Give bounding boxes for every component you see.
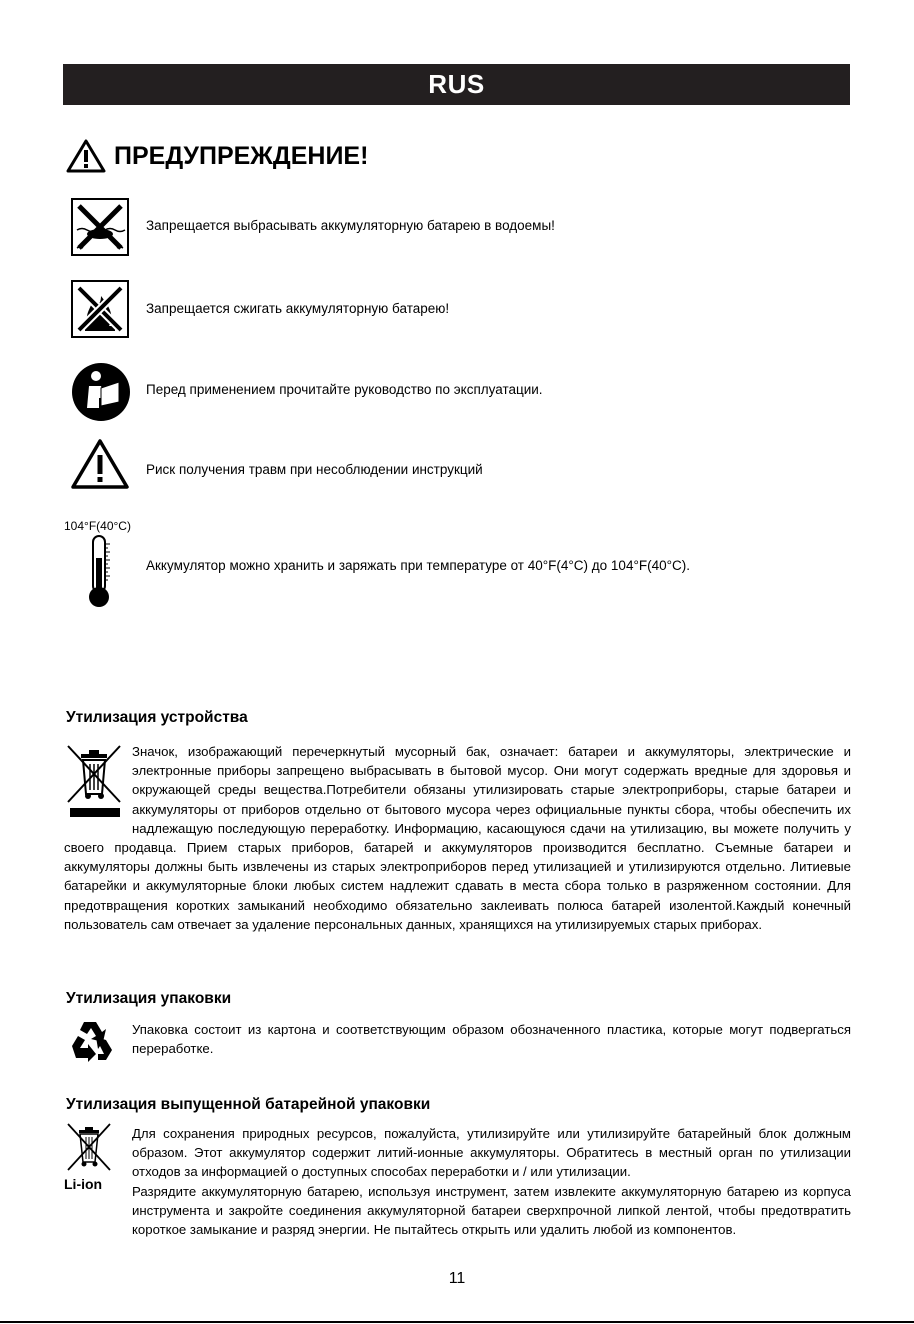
battery-disposal-paragraph: Для сохранения природных ресурсов, пожалуйста, утилизируйте или утилизируйте батарейный блок должным образом. Этот аккумулятор содержит литий-ионные аккумуляторы. Обратитесь в местный орган по утилизации отходов за информацией о доступных способах переработки и / или утилизации. xyxy=(132,1126,851,1180)
no-fire-icon xyxy=(71,280,129,338)
warning-item-text: Аккумулятор можно хранить и заряжать при температуре от 40°F(4°C) до 104°F(40°C). xyxy=(146,558,691,573)
recycle-icon xyxy=(66,1018,118,1066)
thermometer-icon xyxy=(84,534,114,610)
warning-heading xyxy=(66,138,368,174)
temperature-limit-label: 104°F(40°C) xyxy=(64,519,131,533)
packaging-disposal-heading: Утилизация упаковки xyxy=(66,990,232,1007)
no-water-disposal-icon xyxy=(71,198,129,256)
battery-disposal-heading: Утилизация выпущенной батарейной упаковки xyxy=(66,1096,431,1113)
warning-item-text: Запрещается выбрасывать аккумуляторную батарею в водоемы! xyxy=(146,218,555,233)
language-banner: RUS xyxy=(63,64,850,105)
warning-title: ПРЕДУПРЕЖДЕНИЕ! xyxy=(114,141,369,170)
crossed-bin-icon xyxy=(64,1122,114,1174)
read-manual-icon xyxy=(71,362,131,422)
packaging-disposal-text: Упаковка состоит из картона и соответствующим образом обозначенного пластика, которые могут подвергаться переработке. xyxy=(132,1022,851,1057)
warning-triangle-icon xyxy=(66,139,106,173)
li-ion-label: Li-ion xyxy=(64,1176,103,1192)
warning-triangle-icon xyxy=(70,438,130,490)
device-disposal-text: Значок, изображающий перечеркнутый мусорный бак, означает: батареи и аккумуляторы, электрические и электронные приборы запрещено выбрасывать в бытовой мусор. Они могут содержать вредные для здоровья и окружающей среды вещества.Потребители обязаны утилизировать старые электроприборы, старые батареи и аккумуляторы от приборов отдельно от бытового мусора через официальные пункты сбора, чтобы обеспечить их надлежащую последующую переработку. Информацию, касающуюся сдачи на утилизацию, вы можете получить у своего продавца. Прием старых приборов, батарей и аккумуляторов производится бесплатно. Съемные батареи и аккумуляторы должны быть извлечены из старых электроприборов перед утилизацией и утилизируются отдельно. Литиевые батарейки и аккумуляторные блоки любых систем надлежит сдавать в места сбора только в разряженном состоянии. Для предотвращения коротких замыканий необходимо обязательно заклеивать полюса батарей изолентой.Каждый конечный пользователь сам отвечает за удаление персональных данных, хранящихся на утилизируемых старых приборах. xyxy=(64,744,851,932)
battery-disposal-text xyxy=(132,1124,851,1239)
warning-item-text: Риск получения травм при несоблюдении инструкций xyxy=(146,462,483,477)
device-disposal-heading: Утилизация устройства xyxy=(66,709,248,726)
warning-item-text: Перед применением прочитайте руководство по эксплуатации. xyxy=(146,382,543,397)
crossed-bin-icon xyxy=(64,742,132,820)
page-number: 11 xyxy=(448,1270,466,1287)
bottom-divider xyxy=(0,1321,914,1323)
battery-disposal-paragraph: Разрядите аккумуляторную батарею, используя инструмент, затем извлеките аккумуляторную батарею из корпуса инструмента и закройте соединения аккумуляторной батареи сверхпрочной липкой лентой, чтобы предотвратить короткое замыкание и разряд энергии. Не пытайтесь открыть или удалить любой из компонентов. xyxy=(132,1183,851,1238)
warning-item-text: Запрещается сжигать аккумуляторную батарею! xyxy=(146,301,450,316)
